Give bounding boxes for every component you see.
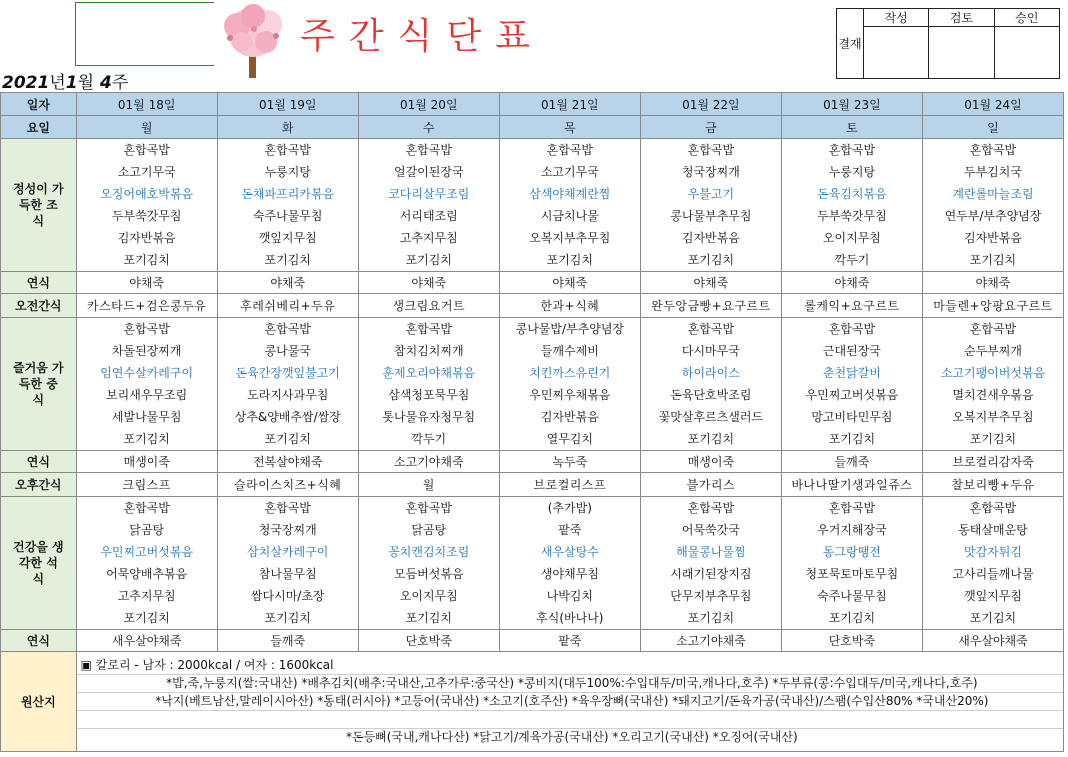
menu-item: 포기김치 <box>405 253 452 267</box>
lunch-cell <box>217 318 358 451</box>
menu-item: 콩나물부추무침 <box>670 209 752 223</box>
menu-item: 닭곰탕 <box>129 523 165 537</box>
lunch-cell <box>499 318 640 451</box>
menu-item: 포기김치 <box>969 432 1017 446</box>
menu-item: (추가밥) <box>547 501 592 515</box>
table-row <box>1 116 1064 139</box>
table-row <box>1 93 1064 116</box>
menu-item: 혼합곡밥 <box>687 143 735 157</box>
menu-item: 우거지해장국 <box>817 523 887 537</box>
table-row <box>1 139 1064 272</box>
menu-item: 고추지무침 <box>117 589 176 603</box>
menu-item: 깻잎지무침 <box>258 231 317 245</box>
menu-item: 우불고기 <box>687 187 735 201</box>
menu-item: 시래기된장지짐 <box>670 567 752 581</box>
lunch-cell <box>358 318 499 451</box>
table-row <box>1 318 1064 451</box>
menu-table <box>0 92 1064 752</box>
menu-item: 김자반볶음 <box>963 231 1022 245</box>
menu-item: 오이지무침 <box>822 231 881 245</box>
pm-snack-cell: 바나나딸기생과일쥬스 <box>781 473 922 497</box>
menu-item: 차돌된장찌개 <box>111 344 182 358</box>
menu-item: 포기김치 <box>264 253 311 267</box>
breakfast-cell <box>358 139 499 272</box>
day-cell: 수 <box>358 116 499 139</box>
day-cell: 토 <box>781 116 922 139</box>
origin-line: *돈등뼈(국내,캐나다산) *닭고기/계육가공(국내산) *오리고기(국내산) *오징어(국내산) <box>345 730 798 744</box>
menu-item: 생야채무침 <box>540 567 599 581</box>
menu-item: 김자반볶음 <box>540 410 599 424</box>
menu-item: 깍두기 <box>411 432 447 446</box>
dinner-porridge-cell: 들깨죽 <box>217 630 358 652</box>
breakfast-porridge-cell: 야채죽 <box>640 272 781 294</box>
dinner-cell <box>922 497 1063 630</box>
pm-snack-cell: 월 <box>358 473 499 497</box>
menu-item: 혼합곡밥 <box>969 322 1017 336</box>
menu-item: 김자반볶음 <box>117 231 176 245</box>
menu-item: 누룽지탕 <box>264 165 311 179</box>
page-title: 주간식단표 <box>300 16 544 57</box>
menu-item: 돈육간장깻잎불고기 <box>235 366 340 380</box>
menu-item: 깻잎지무침 <box>963 589 1022 603</box>
menu-item: 연두부/부추양념장 <box>944 209 1042 223</box>
am-snack-cell: 후레쉬베리+두유 <box>217 294 358 318</box>
table-row <box>1 652 1064 752</box>
breakfast-porridge-label: 연식 <box>1 272 77 294</box>
dinner-cell <box>217 497 358 630</box>
menu-item: 혼합곡밥 <box>687 322 735 336</box>
menu-item: 소고기무국 <box>540 165 599 179</box>
menu-item: 포기김치 <box>687 253 735 267</box>
lunch-cell <box>640 318 781 451</box>
menu-item: 우민찌우채볶음 <box>529 388 611 402</box>
date-cell: 01월 22일 <box>640 93 781 116</box>
menu-item: 포기김치 <box>969 611 1017 625</box>
menu-item: 후식(바나나) <box>536 611 604 625</box>
menu-item: 혼합곡밥 <box>264 143 311 157</box>
menu-item: 혼합곡밥 <box>264 322 311 336</box>
lunch-porridge-cell: 소고기야채죽 <box>358 451 499 473</box>
table-row <box>1 473 1064 497</box>
dinner-cell <box>76 497 217 630</box>
menu-item: 콩나물국 <box>264 344 311 358</box>
menu-item: 계란롤마늘조림 <box>952 187 1034 201</box>
menu-item: 서리태조림 <box>399 209 458 223</box>
menu-item: 꽁치캔김치조림 <box>388 545 470 559</box>
menu-item: 포기김치 <box>123 432 170 446</box>
date-cell: 01월 24일 <box>922 93 1063 116</box>
menu-item: 참치김치찌개 <box>393 344 464 358</box>
date-label: 일자 <box>1 93 77 116</box>
menu-item: 청국장찌개 <box>258 523 317 537</box>
menu-item: 삼색청포묵무침 <box>388 388 470 402</box>
menu-item: 혼합곡밥 <box>123 501 170 515</box>
menu-item: 콩나물밥/부추양념장 <box>515 322 624 336</box>
lunch-porridge-cell: 들깨죽 <box>781 451 922 473</box>
dinner-porridge-cell: 새우살야채죽 <box>76 630 217 652</box>
table-row <box>1 451 1064 473</box>
date-cell: 01월 20일 <box>358 93 499 116</box>
day-cell: 일 <box>922 116 1063 139</box>
menu-item: 근대된장국 <box>822 344 881 358</box>
menu-item: 포기김치 <box>123 253 170 267</box>
breakfast-cell <box>499 139 640 272</box>
menu-item: 누룽지탕 <box>828 165 876 179</box>
breakfast-porridge-cell: 야채죽 <box>781 272 922 294</box>
menu-item: 참나물무침 <box>258 567 317 581</box>
menu-item: 오복지부추무침 <box>952 410 1034 424</box>
menu-item: 포기김치 <box>264 611 311 625</box>
breakfast-label: 정성이 가득한 조 식 <box>1 139 77 272</box>
menu-item: 포기김치 <box>405 611 452 625</box>
menu-item: 혼합곡밥 <box>405 143 452 157</box>
am-snack-cell: 한과+식혜 <box>499 294 640 318</box>
menu-item: 쌈다시마/초장 <box>250 589 325 603</box>
menu-item: 보리새우무조림 <box>106 388 188 402</box>
breakfast-porridge-cell: 야채죽 <box>76 272 217 294</box>
menu-item: 시금치나물 <box>540 209 599 223</box>
menu-item: 혼합곡밥 <box>546 143 593 157</box>
dinner-porridge-cell: 단호박죽 <box>358 630 499 652</box>
menu-item: 얼갈이된장국 <box>393 165 464 179</box>
breakfast-cell <box>640 139 781 272</box>
menu-item: 동그랑땡전 <box>822 545 881 559</box>
approval-sign-review[interactable] <box>929 27 994 79</box>
pm-snack-cell: 크림스프 <box>76 473 217 497</box>
menu-item: 새우살탕수 <box>540 545 599 559</box>
menu-item: 닭곰탕 <box>411 523 447 537</box>
menu-item: 열무김치 <box>546 432 593 446</box>
menu-item: 혼합곡밥 <box>123 322 170 336</box>
breakfast-cell <box>217 139 358 272</box>
lunch-cell <box>76 318 217 451</box>
menu-item: 혼합곡밥 <box>969 501 1017 515</box>
menu-item: 혼합곡밥 <box>123 143 170 157</box>
lunch-porridge-cell: 브로컬리감자죽 <box>922 451 1063 473</box>
lunch-cell <box>781 318 922 451</box>
menu-item: 포기김치 <box>264 432 311 446</box>
menu-item: 포기김치 <box>123 611 170 625</box>
table-row <box>1 497 1064 630</box>
approval-side-label: 결재 <box>837 9 864 79</box>
origin-label: 원산지 <box>1 652 77 752</box>
menu-item: 다시마무국 <box>681 344 740 358</box>
dinner-porridge-cell: 팥죽 <box>499 630 640 652</box>
menu-item: 맛감자튀김 <box>963 545 1022 559</box>
pm-snack-cell: 찰보리빵+두유 <box>922 473 1063 497</box>
breakfast-porridge-cell: 야채죽 <box>217 272 358 294</box>
menu-item: 우민찌고버섯볶음 <box>805 388 899 402</box>
menu-item: 숙주나물무침 <box>252 209 323 223</box>
lunch-label: 즐거움 가득한 중 식 <box>1 318 77 451</box>
menu-item: 청국장찌개 <box>681 165 740 179</box>
lunch-porridge-cell: 녹두죽 <box>499 451 640 473</box>
dinner-cell <box>358 497 499 630</box>
approval-sign-approve[interactable] <box>994 27 1059 79</box>
breakfast-porridge-cell: 야채죽 <box>499 272 640 294</box>
pm-snack-cell: 브로컬리스프 <box>499 473 640 497</box>
blossom-tree-icon <box>210 2 296 80</box>
menu-item: 단무지부추무침 <box>670 589 752 603</box>
menu-item: 돈채파프리카볶음 <box>241 187 335 201</box>
menu-item: 두부김치국 <box>963 165 1022 179</box>
menu-item: 나박김치 <box>546 589 593 603</box>
menu-item: 꽃맛살후르츠샐러드 <box>658 410 764 424</box>
header-box <box>75 2 214 66</box>
pm-snack-cell: 블가리스 <box>640 473 781 497</box>
menu-item: 청포묵토마토무침 <box>805 567 899 581</box>
table-row <box>1 630 1064 652</box>
date-cell: 01월 21일 <box>499 93 640 116</box>
origin-notes <box>76 652 1063 752</box>
menu-item: 팥죽 <box>558 523 582 537</box>
lunch-porridge-cell: 매생이죽 <box>640 451 781 473</box>
menu-item: 소고기무국 <box>117 165 176 179</box>
approval-sign-write[interactable] <box>864 27 929 79</box>
dinner-porridge-cell: 소고기야채죽 <box>640 630 781 652</box>
table-row <box>1 272 1064 294</box>
menu-item: 포기김치 <box>546 253 593 267</box>
menu-item: 동태살매운탕 <box>958 523 1028 537</box>
menu-item: 돈육김치볶음 <box>817 187 887 201</box>
menu-item: 혼합곡밥 <box>828 501 876 515</box>
breakfast-porridge-cell: 야채죽 <box>922 272 1063 294</box>
menu-item: 포기김치 <box>687 432 735 446</box>
menu-item: 춘천닭갈비 <box>822 366 881 380</box>
menu-item: 혼합곡밥 <box>264 501 311 515</box>
menu-item: 치킨까스유린기 <box>529 366 611 380</box>
menu-item: 모듬버섯볶음 <box>393 567 464 581</box>
menu-item: 포기김치 <box>828 611 876 625</box>
menu-item: 임연수살카레구이 <box>100 366 194 380</box>
menu-item: 삼치살카레구이 <box>247 545 329 559</box>
approval-col-write: 작성 <box>864 9 929 27</box>
menu-item: 깍두기 <box>834 253 870 267</box>
menu-item: 숙주나물무침 <box>817 589 887 603</box>
date-cell: 01월 23일 <box>781 93 922 116</box>
am-snack-cell: 마들렌+앙팡요구르트 <box>922 294 1063 318</box>
menu-item: 포기김치 <box>828 432 876 446</box>
menu-item: 코다리살무조림 <box>388 187 470 201</box>
menu-item: 도라지사과무침 <box>247 388 329 402</box>
menu-item: 망고비타민무침 <box>811 410 893 424</box>
menu-item: 포기김치 <box>969 253 1017 267</box>
menu-item: 톳나물유자청무침 <box>382 410 476 424</box>
am-snack-cell: 롤케익+요구르트 <box>781 294 922 318</box>
menu-item: 돈육단호박조림 <box>670 388 752 402</box>
menu-item: 하이라이스 <box>681 366 740 380</box>
am-snack-label: 오전간식 <box>1 294 77 318</box>
approval-col-approve: 승인 <box>994 9 1059 27</box>
menu-item: 소고기팽이버섯볶음 <box>940 366 1046 380</box>
menu-item: 오징어애호박볶음 <box>100 187 194 201</box>
lunch-porridge-cell: 매생이죽 <box>76 451 217 473</box>
date-cell: 01월 18일 <box>76 93 217 116</box>
menu-item: 상추&양배추쌈/쌈장 <box>234 410 341 424</box>
menu-item: 혼합곡밥 <box>828 143 876 157</box>
day-label: 요일 <box>1 116 77 139</box>
menu-item: 세발나물무침 <box>111 410 182 424</box>
menu-item: 혼합곡밥 <box>828 322 876 336</box>
menu-item: 두부쑥갓무침 <box>817 209 887 223</box>
menu-item: 우민찌고버섯볶음 <box>100 545 194 559</box>
menu-item: 순두부찌개 <box>963 344 1022 358</box>
origin-line: *낙지(베트남산,말레이시아산) *동태(러시아) *고등어(국내산) *소고기(호주산) *육우장뼈(국내산) *돼지고기/돈육가공(국내산)/스팸(수입산80% *국내산20%) <box>77 693 1063 711</box>
menu-item: 들깨수제비 <box>540 344 599 358</box>
dinner-cell <box>640 497 781 630</box>
approval-box <box>836 8 1060 79</box>
week-label: 2021년1월 4주 <box>2 73 129 93</box>
lunch-porridge-label: 연식 <box>1 451 77 473</box>
menu-item: 해물콩나물찜 <box>676 545 746 559</box>
table-row <box>1 294 1064 318</box>
menu-item: 혼합곡밥 <box>405 501 452 515</box>
pm-snack-cell: 슬라이스치즈+식혜 <box>217 473 358 497</box>
breakfast-cell <box>922 139 1063 272</box>
breakfast-cell <box>781 139 922 272</box>
am-snack-cell: 생크림요거트 <box>358 294 499 318</box>
dinner-cell <box>781 497 922 630</box>
menu-item: 김자반볶음 <box>681 231 740 245</box>
menu-item: 오이지무침 <box>399 589 458 603</box>
origin-line <box>77 711 1063 729</box>
menu-item: 훈제오리야채볶음 <box>382 366 476 380</box>
menu-item: 두부쑥갓무침 <box>111 209 182 223</box>
am-snack-cell: 카스타드+검은콩두유 <box>76 294 217 318</box>
am-snack-cell: 완두앙금빵+요구르트 <box>640 294 781 318</box>
menu-item: 혼합곡밥 <box>687 501 735 515</box>
approval-col-review: 검토 <box>929 9 994 27</box>
lunch-porridge-cell: 전복살야채죽 <box>217 451 358 473</box>
pm-snack-label: 오후간식 <box>1 473 77 497</box>
menu-item: 어묵양배추볶음 <box>106 567 188 581</box>
dinner-porridge-cell: 단호박죽 <box>781 630 922 652</box>
menu-item: 오복지부추무침 <box>529 231 611 245</box>
menu-item: 혼합곡밥 <box>969 143 1017 157</box>
dinner-porridge-cell: 새우살야채죽 <box>922 630 1063 652</box>
menu-item: 포기김치 <box>687 611 735 625</box>
menu-item: 삼색야채계란찜 <box>529 187 611 201</box>
menu-item: 고추지무침 <box>399 231 458 245</box>
origin-line: *밥,죽,누룽지(쌀:국내산) *배추김치(배추:국내산,고추가루:중국산) *콩비지(대두100%:수입대두/미국,캐나다,호주) *두부류(콩:수입대두/미국,캐나다,호주) <box>77 675 1063 693</box>
menu-item: 어묵쑥갓국 <box>681 523 740 537</box>
lunch-cell <box>922 318 1063 451</box>
dinner-cell <box>499 497 640 630</box>
dinner-label: 건강을 생각한 석 식 <box>1 497 77 630</box>
origin-line: ▣ 칼로리 - 남자 : 2000kcal / 여자 : 1600kcal <box>77 657 1063 675</box>
breakfast-cell <box>76 139 217 272</box>
menu-item: 혼합곡밥 <box>405 322 452 336</box>
day-cell: 화 <box>217 116 358 139</box>
menu-item: 고사리들깨나물 <box>952 567 1034 581</box>
menu-item: 멸치견새우볶음 <box>952 388 1034 402</box>
day-cell: 목 <box>499 116 640 139</box>
breakfast-porridge-cell: 야채죽 <box>358 272 499 294</box>
dinner-porridge-label: 연식 <box>1 630 77 652</box>
day-cell: 월 <box>76 116 217 139</box>
day-cell: 금 <box>640 116 781 139</box>
date-cell: 01월 19일 <box>217 93 358 116</box>
